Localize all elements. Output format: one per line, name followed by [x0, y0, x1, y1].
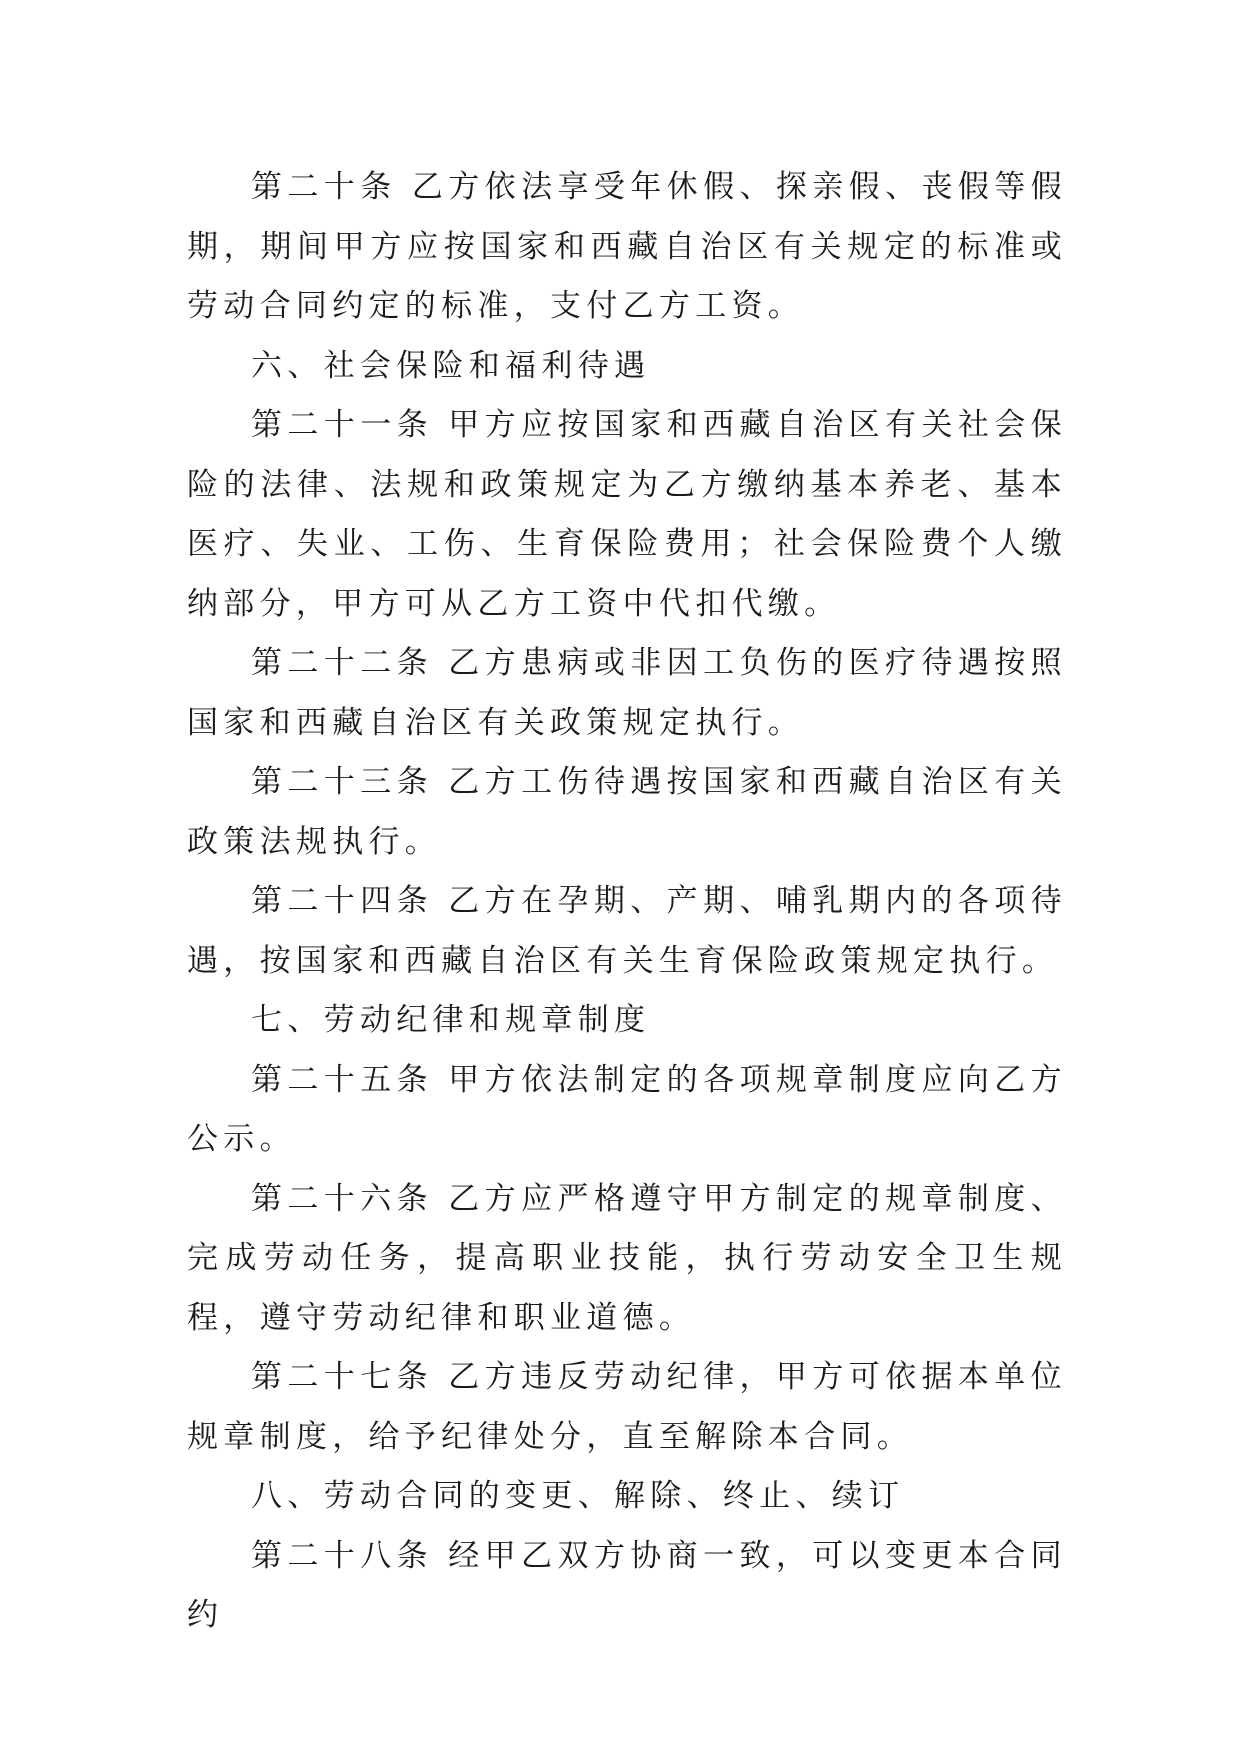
paragraph-article-20: 第二十条 乙方依法享受年休假、探亲假、丧假等假期，期间甲方应按国家和西藏自治区有关规定的标准或劳动合同约定的标准，支付乙方工资。 [187, 169, 1067, 324]
paragraph-article-23: 第二十三条 乙方工伤待遇按国家和西藏自治区有关政策法规执行。 [187, 764, 1067, 860]
paragraph-article-28: 第二十八条 经甲乙双方协商一致，可以变更本合同约 [187, 1537, 1067, 1633]
document-body [187, 158, 1067, 1646]
paragraph-article-26: 第二十六条 乙方应严格遵守甲方制定的规章制度、完成劳动任务，提高职业技能，执行劳动安全卫生规程，遵守劳动纪律和职业道德。 [187, 1180, 1067, 1336]
section-heading-7: 七、劳动纪律和规章制度 [251, 1002, 651, 1038]
paragraph-article-25: 第二十五条 甲方依法制定的各项规章制度应向乙方公示。 [187, 1061, 1067, 1157]
paragraph-article-24: 第二十四条 乙方在孕期、产期、哺乳期内的各项待遇，按国家和西藏自治区有关生育保险政策规定执行。 [187, 883, 1067, 979]
paragraph-article-21: 第二十一条 甲方应按国家和西藏自治区有关社会保险的法律、法规和政策规定为乙方缴纳基本养老、基本医疗、失业、工伤、生育保险费用；社会保险费个人缴纳部分，甲方可从乙方工资中代扣代缴。 [187, 407, 1067, 622]
section-heading-8: 八、劳动合同的变更、解除、终止、续订 [251, 1478, 905, 1514]
paragraph-article-22: 第二十二条 乙方患病或非因工负伤的医疗待遇按照国家和西藏自治区有关政策规定执行。 [187, 645, 1067, 741]
section-heading-6: 六、社会保险和福利待遇 [251, 347, 651, 384]
paragraph-article-27: 第二十七条 乙方违反劳动纪律，甲方可依据本单位规章制度，给予纪律处分，直至解除本合同。 [187, 1359, 1067, 1455]
